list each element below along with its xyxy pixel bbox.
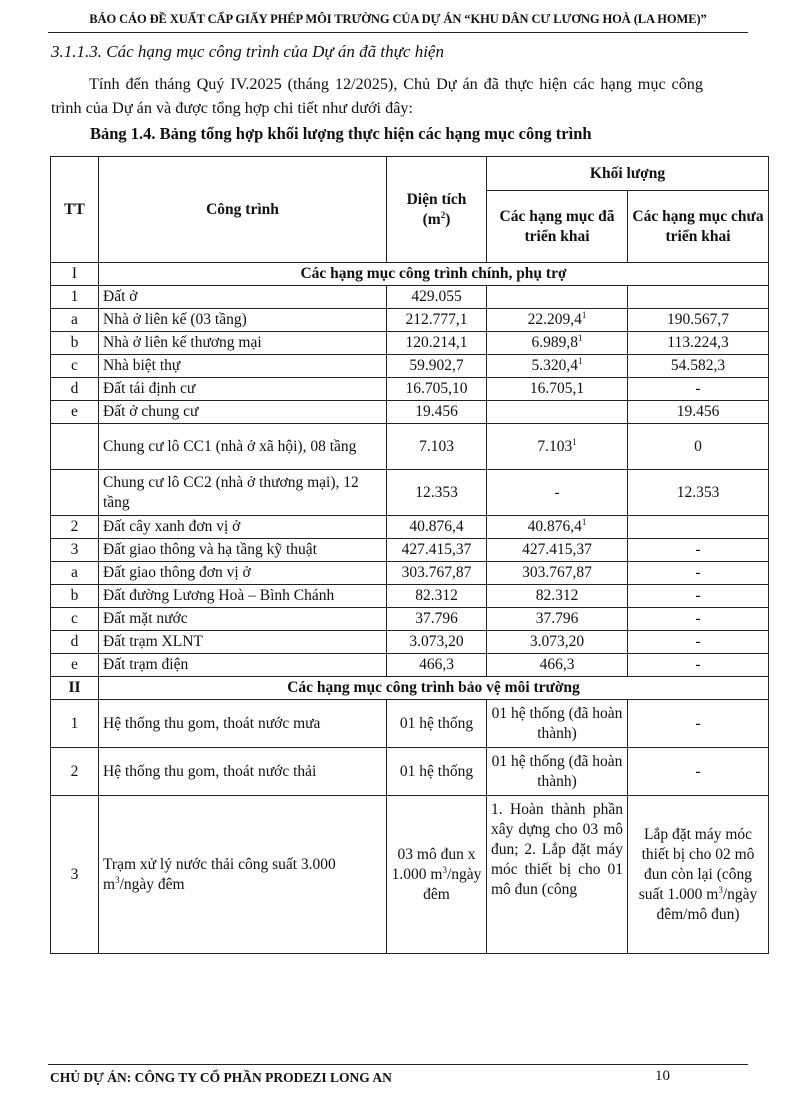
row-done-value: 3.073,20 [529, 633, 585, 650]
row-todo: - [628, 631, 769, 654]
row-done: 1. Hoàn thành phần xây dựng cho 03 mô đun; 2. Lắp đặt máy móc thiết bị cho 01 mô đun (công [487, 796, 628, 954]
row-area: 59.902,7 [387, 355, 487, 378]
row-area: 37.796 [387, 608, 487, 631]
footnote-marker: 1 [581, 516, 587, 527]
row-tt [51, 470, 99, 516]
row-done [487, 516, 628, 539]
row-todo: 190.567,7 [628, 309, 769, 332]
row-tt: 3 [51, 796, 99, 954]
row-area: 01 hệ thống [387, 748, 487, 796]
group-row-2 [51, 677, 769, 700]
row-todo: 12.353 [628, 470, 769, 516]
row-tt: d [51, 378, 99, 401]
table-row [51, 378, 769, 401]
row-done [487, 562, 628, 585]
row-area: 466,3 [387, 654, 487, 677]
table-caption: Bảng 1.4. Bảng tổng hợp khối lượng thực hiện các hạng mục công trình [90, 124, 592, 143]
row-done-value: - [554, 483, 560, 501]
header-khoi-luong: Khối lượng [487, 157, 769, 191]
group-title: Các hạng mục công trình bảo vệ môi trường [99, 677, 769, 700]
header-dien-tich [387, 157, 487, 263]
row-todo: - [628, 585, 769, 608]
row-tt: 1 [51, 700, 99, 748]
row-name: Hệ thống thu gom, thoát nước thải [99, 748, 387, 796]
row-name: Nhà biệt thự [99, 355, 387, 378]
row-done-value: 466,3 [539, 656, 575, 673]
table-row [51, 470, 769, 516]
header-dien-tich-unit: $(m^2)$ [422, 209, 451, 228]
row-done: 01 hệ thống (đã hoàn thành) [487, 700, 628, 748]
row-tt: d [51, 631, 99, 654]
row-area: 03 mô đun x 1.000 $m^3$/ngày đêm [387, 796, 487, 954]
row-done-value: 37.796 [535, 610, 579, 627]
table-body-group1 [51, 263, 769, 677]
header-divider [48, 32, 748, 33]
intro-paragraph: Tính đến tháng Quý IV.2025 (tháng 12/2025), Chủ Dự án đã thực hiện các hạng mục công trình của Dự án và được tổng hợp chi tiết như dưới đây: [51, 75, 703, 117]
footnote-marker: 1 [572, 436, 577, 447]
row-todo: - [628, 748, 769, 796]
footnote-marker: 1 [578, 355, 583, 366]
row-area: 12.353 [387, 470, 487, 516]
row-area: 120.214,1 [387, 332, 487, 355]
table-row [51, 424, 769, 470]
row-name: Nhà ở liên kế (03 tầng) [99, 309, 387, 332]
row-name: Đất giao thông và hạ tầng kỹ thuật [99, 539, 387, 562]
row-done [487, 654, 628, 677]
table-row [51, 309, 769, 332]
row-done-value: 303.767,87 [522, 564, 592, 581]
row-done [487, 332, 628, 355]
page-number: 10 [655, 1068, 670, 1084]
table-row [51, 748, 769, 796]
row-tt: c [51, 355, 99, 378]
row-done [487, 286, 628, 309]
row-tt: b [51, 585, 99, 608]
row-name: Đất giao thông đơn vị ở [99, 562, 387, 585]
table-row [51, 700, 769, 748]
table-row [51, 401, 769, 424]
table-row [51, 286, 769, 309]
row-done-value: 22.209,4 [527, 311, 582, 328]
header-cong-trinh: Công trình [99, 157, 387, 263]
row-todo: - [628, 654, 769, 677]
row-tt: a [51, 562, 99, 585]
row-name: Hệ thống thu gom, thoát nước mưa [99, 700, 387, 748]
row-name: Đất đường Lương Hoà – Bình Chánh [99, 585, 387, 608]
row-todo [628, 516, 769, 539]
summary-table [50, 156, 769, 954]
row-todo: - [628, 378, 769, 401]
row-tt: b [51, 332, 99, 355]
row-done-value: 16.705,1 [529, 380, 585, 397]
row-name: Đất trạm XLNT [99, 631, 387, 654]
group-tt: I [51, 263, 99, 286]
row-done-value: 7.103 [537, 437, 573, 455]
table-row [51, 562, 769, 585]
row-name: Đất ở chung cư [99, 401, 387, 424]
row-name: Đất trạm điện [99, 654, 387, 677]
row-done-value: 5.320,4 [531, 357, 578, 374]
row-tt: 2 [51, 516, 99, 539]
row-todo: - [628, 608, 769, 631]
row-todo: - [628, 700, 769, 748]
table-row [51, 631, 769, 654]
row-tt: e [51, 654, 99, 677]
row-area: 19.456 [387, 401, 487, 424]
row-area: 82.312 [387, 585, 487, 608]
header-chua-trien-khai: Các hạng mục chưa triển khai [628, 191, 769, 263]
row-tt: 1 [51, 286, 99, 309]
table-body-row3 [51, 796, 769, 954]
row-done [487, 355, 628, 378]
table-row [51, 654, 769, 677]
row-area: 427.415,37 [387, 539, 487, 562]
row-todo: - [628, 539, 769, 562]
row-done [487, 470, 628, 516]
table-row [51, 585, 769, 608]
row-todo: 113.224,3 [628, 332, 769, 355]
row-done [487, 539, 628, 562]
row-todo: Lắp đặt máy móc thiết bị cho 02 mô đun còn lại (công suất 1.000 $m^3$/ngày đêm/mô đun) [628, 796, 769, 954]
footnote-marker: 1 [581, 309, 587, 320]
table-row [51, 796, 769, 954]
row-done [487, 401, 628, 424]
row-name: Nhà ở liên kế thương mại [99, 332, 387, 355]
row-name: Trạm xử lý nước thải công suất 3.000 $m^3$/ngày đêm [99, 796, 387, 954]
row-todo [628, 286, 769, 309]
row-done: 01 hệ thống (đã hoàn thành) [487, 748, 628, 796]
table-row [51, 516, 769, 539]
row-name: Đất ở [99, 286, 387, 309]
table-row [51, 608, 769, 631]
header-da-trien-khai: Các hạng mục đã triển khai [487, 191, 628, 263]
section-title: 3.1.1.3. Các hạng mục công trình của Dự án đã thực hiện [51, 42, 444, 61]
row-todo: - [628, 562, 769, 585]
row-done-value: 82.312 [535, 587, 579, 604]
row-area: 16.705,10 [387, 378, 487, 401]
row-todo: 54.582,3 [628, 355, 769, 378]
table-row [51, 355, 769, 378]
table-body-group2 [51, 677, 769, 796]
row-name: Đất cây xanh đơn vị ở [99, 516, 387, 539]
row-name: Đất tái định cư [99, 378, 387, 401]
header-dien-tich-label: Diện tích [406, 190, 467, 208]
group-row-1 [51, 263, 769, 286]
footer-owner: CHỦ DỰ ÁN: CÔNG TY CỔ PHẦN PRODEZI LONG AN [50, 1070, 392, 1085]
row-done [487, 424, 628, 470]
row-tt: 3 [51, 539, 99, 562]
row-tt: 2 [51, 748, 99, 796]
row-name: Đất mặt nước [99, 608, 387, 631]
row-done [487, 608, 628, 631]
document-header: BÁO CÁO ĐỀ XUẤT CẤP GIẤY PHÉP MÔI TRƯỜNG CỦA DỰ ÁN “KHU DÂN CƯ LƯƠNG HOÀ (LA HOME)” [89, 12, 707, 26]
row-tt: e [51, 401, 99, 424]
row-area: 212.777,1 [387, 309, 487, 332]
group-title: Các hạng mục công trình chính, phụ trợ [99, 263, 769, 286]
row-todo: 19.456 [628, 401, 769, 424]
row-tt: a [51, 309, 99, 332]
row-area: 01 hệ thống [387, 700, 487, 748]
footer-divider [48, 1064, 748, 1065]
group-tt: II [51, 677, 99, 700]
header-tt: TT [51, 157, 99, 263]
row-area: 429.055 [387, 286, 487, 309]
table-row [51, 539, 769, 562]
row-done-value: 6.989,8 [531, 334, 578, 351]
row-tt: c [51, 608, 99, 631]
footnote-marker: 1 [578, 332, 583, 343]
row-done [487, 585, 628, 608]
row-done [487, 631, 628, 654]
row-done [487, 378, 628, 401]
row-area: 7.103 [387, 424, 487, 470]
row-todo: 0 [628, 424, 769, 470]
row-tt [51, 424, 99, 470]
row-area: 303.767,87 [387, 562, 487, 585]
row-area: 3.073,20 [387, 631, 487, 654]
row-name: Chung cư lô CC1 (nhà ở xã hội), 08 tầng [99, 424, 387, 470]
row-done-value: 40.876,4 [527, 518, 582, 535]
row-done [487, 309, 628, 332]
table-row [51, 332, 769, 355]
row-area: 40.876,4 [387, 516, 487, 539]
row-done-value: 427.415,37 [522, 541, 592, 558]
row-name: Chung cư lô CC2 (nhà ở thương mại), 12 tầng [99, 470, 387, 516]
